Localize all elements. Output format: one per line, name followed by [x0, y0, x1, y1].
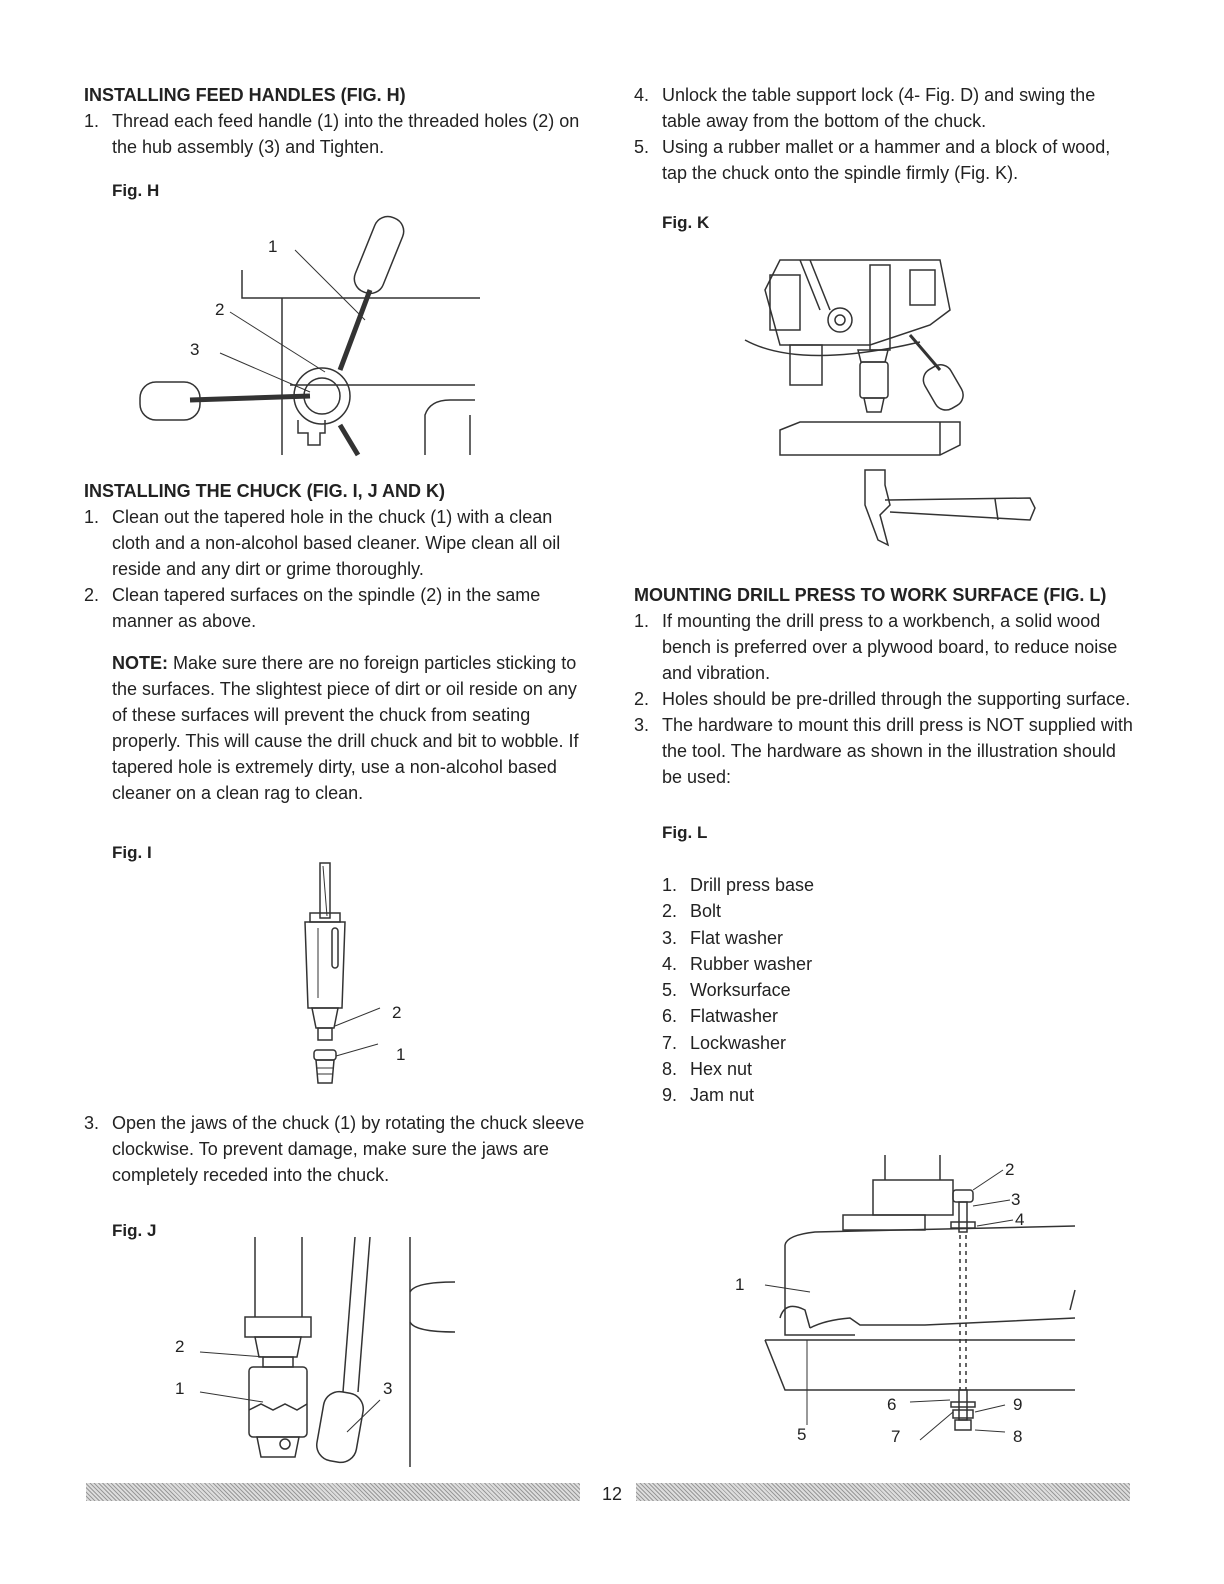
- step-text: Open the jaws of the chuck (1) by rotating the chuck sleeve clockwise. To prevent damage, make sure the jaws are completely receded into the chuck.: [112, 1113, 585, 1185]
- list-item: [662, 1030, 1134, 1056]
- part-name: Drill press base: [690, 875, 815, 895]
- list-item: [84, 582, 594, 634]
- list-item: [84, 1110, 594, 1188]
- part-number: 7.: [662, 1032, 678, 1053]
- part-number: 8.: [662, 1059, 678, 1080]
- step-number: 1.: [84, 507, 100, 527]
- fig-l-label: Fig. L: [662, 823, 708, 842]
- part-number: 2.: [662, 901, 678, 922]
- list-item: [634, 608, 1134, 686]
- left-column: [84, 82, 594, 204]
- fig-j-callout-3: 3: [383, 1379, 393, 1398]
- list-item: [662, 977, 1134, 1003]
- right-column: [634, 82, 1134, 236]
- fig-h-illustration: [130, 220, 490, 455]
- fig-l-callout-4: 4: [1015, 1210, 1025, 1229]
- step-text: Thread each feed handle (1) into the threaded holes (2) on the hub assembly (3) and Tighten.: [112, 111, 580, 157]
- part-number: 9.: [662, 1085, 678, 1106]
- part-name: Flatwasher: [690, 1006, 779, 1027]
- step-number: 1.: [634, 611, 650, 631]
- fig-j-callout-2: 2: [175, 1337, 185, 1356]
- fig-h-callout-1: 1: [268, 237, 278, 256]
- fig-l-callout-6: 6: [887, 1395, 897, 1414]
- note-label: NOTE:: [112, 653, 168, 673]
- list-item: [662, 951, 1134, 977]
- step-number: 1.: [84, 111, 100, 131]
- list-item: [662, 872, 1134, 898]
- part-name: Bolt: [690, 901, 722, 922]
- fig-i-illustration: [290, 858, 430, 1098]
- fig-k-label: Fig. K: [662, 213, 710, 232]
- fig-j-callout-1: 1: [175, 1379, 185, 1398]
- fig-l-callout-8: 8: [1013, 1427, 1023, 1446]
- step-text: Unlock the table support lock (4- Fig. D) and swing the table away from the bottom of the chuck.: [662, 85, 1096, 131]
- list-item: [634, 686, 1134, 712]
- step-text: Using a rubber mallet or a hammer and a block of wood, tap the chuck onto the spindle firmly (Fig. K).: [662, 137, 1111, 183]
- fig-j-illustration: [165, 1232, 485, 1472]
- step-text: Clean tapered surfaces on the spindle (2) in the same manner as above.: [112, 585, 541, 631]
- fig-l-callout-7: 7: [891, 1427, 901, 1446]
- part-name: Flat washer: [690, 927, 784, 948]
- part-name: Jam nut: [690, 1085, 755, 1106]
- part-number: 4.: [662, 953, 678, 974]
- step-text: If mounting the drill press to a workbench, a solid wood bench is preferred over a plywood board, to reduce noise and vibration.: [662, 611, 1118, 683]
- list-item: [662, 1056, 1134, 1082]
- fig-l-callout-2: 2: [1005, 1160, 1015, 1179]
- footer-bar-left: [86, 1483, 580, 1501]
- part-name: Worksurface: [690, 980, 791, 1001]
- part-number: 3.: [662, 927, 678, 948]
- list-item: [84, 504, 594, 582]
- list-item: [634, 134, 1134, 186]
- fig-i-callout-1: 1: [396, 1045, 406, 1064]
- feed-handles-heading: INSTALLING FEED HANDLES (FIG. H): [84, 85, 406, 105]
- chuck-heading: INSTALLING THE CHUCK (FIG. I, J AND K): [84, 481, 445, 501]
- chuck-steps: [84, 504, 594, 634]
- part-name: Rubber washer: [690, 953, 813, 974]
- note-text: Make sure there are no foreign particles sticking to the surfaces. The slightest piece of dirt or oil reside on any of these surfaces will prevent the chuck from seating properly. This will cause the drill chuck and bit to wobble. If tapered hole is extremely dirty, use a non-alcohol based cleaner on a clean rag to clean.: [112, 653, 579, 803]
- list-item: [662, 925, 1134, 951]
- fig-l-callout-1: 1: [735, 1275, 745, 1294]
- parts-list: [634, 872, 1134, 1109]
- list-item: [662, 898, 1134, 924]
- step-number: 3.: [634, 715, 650, 735]
- fig-l-callout-3: 3: [1011, 1190, 1021, 1209]
- step-number: 5.: [634, 137, 650, 157]
- fig-k-illustration: [740, 250, 1050, 560]
- fig-h-label: Fig. H: [112, 181, 160, 200]
- feed-handles-steps: [84, 108, 594, 160]
- fig-l-callout-9: 9: [1013, 1395, 1023, 1414]
- step-number: 2.: [634, 689, 650, 709]
- chuck-section: [84, 478, 594, 866]
- step-number: 3.: [84, 1113, 100, 1133]
- fig-i-callout-2: 2: [392, 1003, 402, 1022]
- part-name: Hex nut: [690, 1059, 753, 1080]
- part-number: 6.: [662, 1006, 678, 1027]
- fig-i-label: Fig. I: [112, 843, 152, 862]
- list-item: [84, 108, 594, 160]
- list-item: [662, 1003, 1134, 1029]
- part-number: 1.: [662, 875, 678, 895]
- chuck-step-3: [84, 1110, 594, 1244]
- chuck-steps-continued: [84, 1110, 594, 1188]
- fig-j-label: Fig. J: [112, 1221, 157, 1240]
- fig-l-callout-5: 5: [797, 1425, 807, 1444]
- step-number: 2.: [84, 585, 100, 605]
- mounting-heading: MOUNTING DRILL PRESS TO WORK SURFACE (FIG. L): [634, 585, 1107, 605]
- step-text: Holes should be pre-drilled through the supporting surface.: [662, 689, 1131, 709]
- note-paragraph: [84, 650, 594, 806]
- part-name: Lockwasher: [690, 1032, 787, 1053]
- fig-h-callout-2: 2: [215, 300, 225, 319]
- step-text: The hardware to mount this drill press is NOT supplied with the tool. The hardware as shown in the illustration should be used:: [662, 715, 1133, 787]
- fig-l-illustration: [725, 1150, 1085, 1450]
- fig-h-callout-3: 3: [190, 340, 200, 359]
- chuck-steps-right: [634, 82, 1134, 186]
- mounting-section: [634, 582, 1134, 1109]
- step-text: Clean out the tapered hole in the chuck (1) with a clean cloth and a non-alcohol based cleaner. Wipe clean all oil reside and any dirt or grime thoroughly.: [112, 507, 561, 579]
- page-number: 12: [601, 1484, 623, 1504]
- list-item: [662, 1082, 1134, 1108]
- footer-bar-right: [636, 1483, 1130, 1501]
- mounting-steps: [634, 608, 1134, 790]
- list-item: [634, 82, 1134, 134]
- part-number: 5.: [662, 980, 678, 1001]
- step-number: 4.: [634, 85, 650, 105]
- list-item: [634, 712, 1134, 790]
